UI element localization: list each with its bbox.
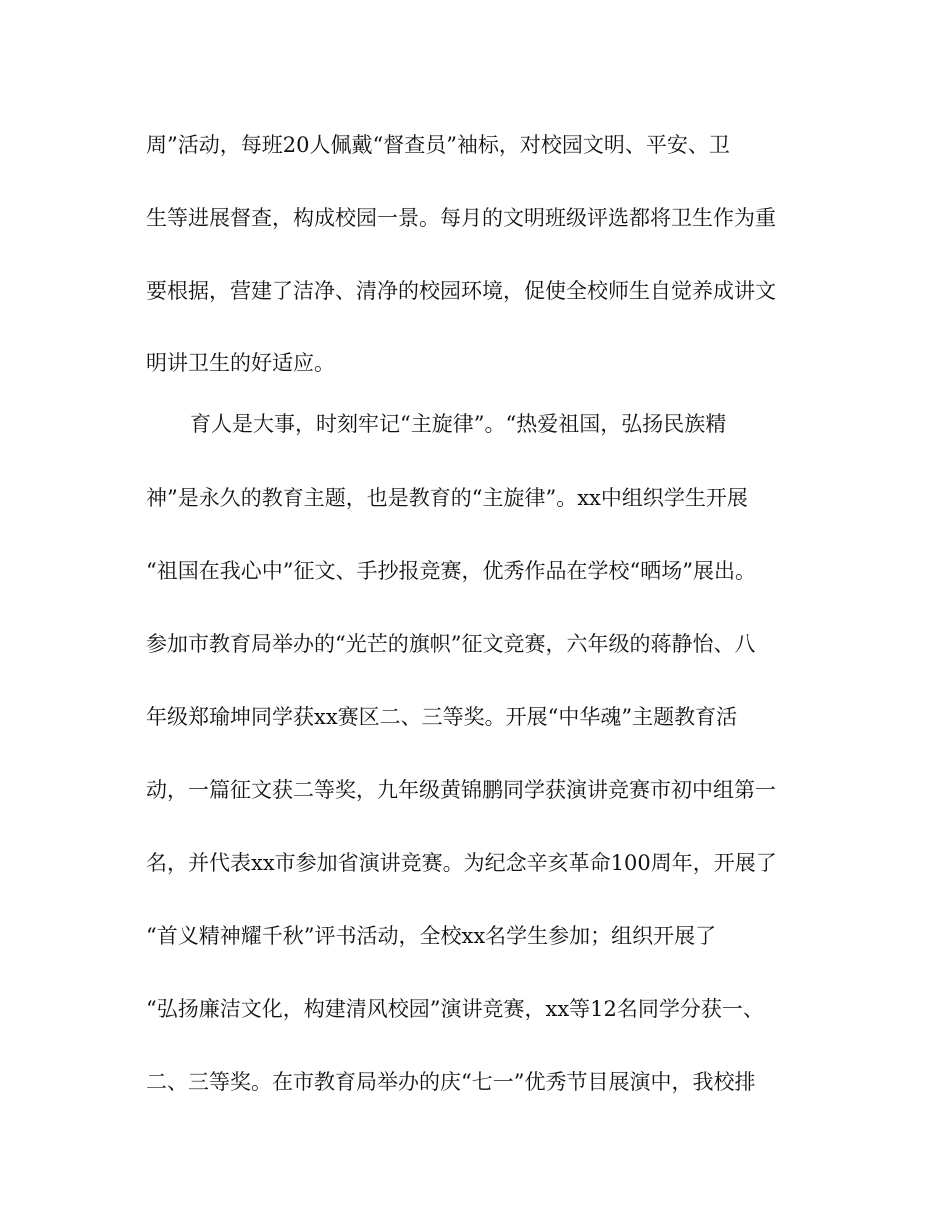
text-line: “首义精神耀千秋”评书活动，全校xx名学生参加；组织开展了 [146,924,717,948]
text-line: 参加市教育局举办的“光芒的旗帜”征文竞赛，六年级的蒋静怡、八 [146,632,756,656]
text-line: “弘扬廉洁文化，构建清风校园”演讲竞赛，xx等12名同学分获一、 [146,997,764,1021]
text-line: “祖国在我心中”征文、手抄报竞赛，优秀作品在学校“晒场”展出。 [146,559,756,583]
text-line: 动，一篇征文获二等奖，九年级黄锦鹏同学获演讲竞赛市初中组第一 [146,778,776,802]
text-line: 周”活动，每班20人佩戴“督查员”袖标，对校园文明、平安、卫 [146,133,730,157]
text-line: 要根据，营建了洁净、清净的校园环境，促使全校师生自觉养成讲文 [146,279,776,303]
text-line: 二、三等奖。在市教育局举办的庆“七一”优秀节目展演中，我校排 [146,1070,756,1094]
paragraph-first-line: 育人是大事，时刻牢记“主旋律”。“热爱祖国，弘扬民族精 [190,412,727,436]
text-line: 名，并代表xx市参加省演讲竞赛。为纪念辛亥革命100周年，开展了 [146,851,777,875]
text-line: 年级郑瑜坤同学获xx赛区二、三等奖。开展“中华魂”主题教育活 [146,705,738,729]
text-line: 明讲卫生的好适应。 [146,351,335,375]
text-line: 神”是永久的教育主题，也是教育的“主旋律”。xx中组织学生开展 [146,486,748,510]
text-line: 生等进展督查，构成校园一景。每月的文明班级评选都将卫生作为重 [146,206,776,230]
